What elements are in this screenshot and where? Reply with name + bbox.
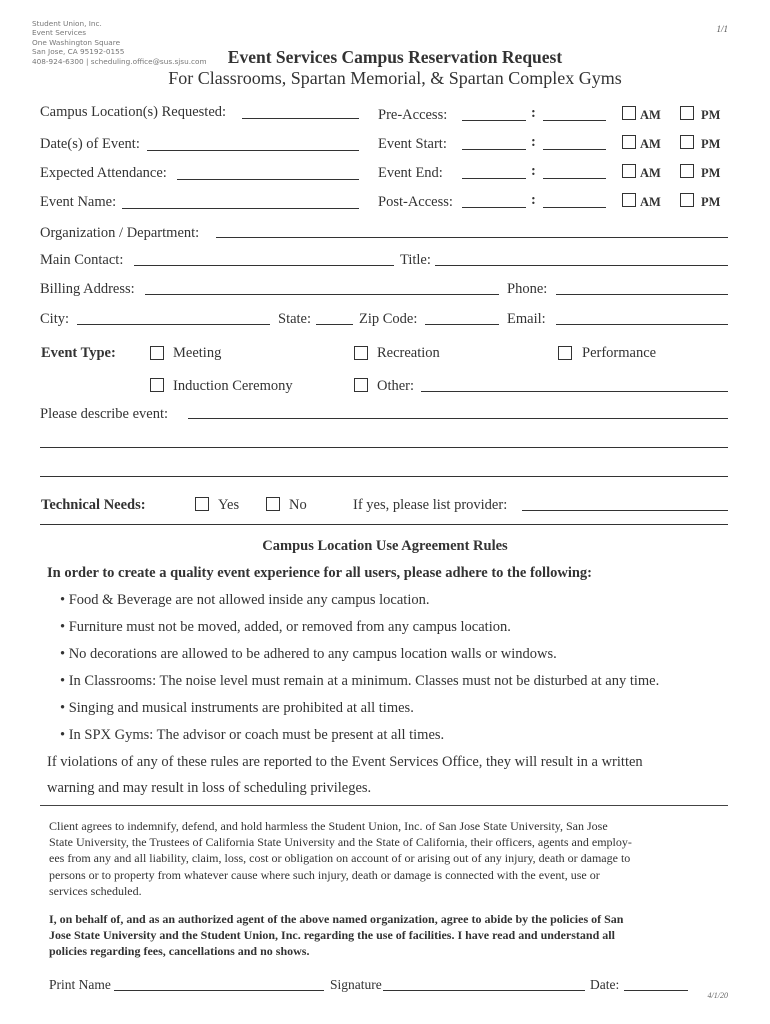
event-end-pm-checkbox[interactable] xyxy=(680,164,694,178)
state-field[interactable] xyxy=(316,324,353,325)
technical-needs-label: Technical Needs: xyxy=(41,497,146,513)
print-name-field[interactable] xyxy=(114,990,324,991)
bullet: • xyxy=(60,646,66,662)
am-label: AM xyxy=(640,166,661,180)
performance-checkbox[interactable] xyxy=(558,346,572,360)
city-label: City: xyxy=(40,311,70,327)
describe-field-line[interactable] xyxy=(40,476,728,477)
form-subtitle: For Classrooms, Spartan Memorial, & Spartan Complex Gyms xyxy=(168,68,622,88)
provider-label: If yes, please list provider: xyxy=(353,497,508,513)
time-colon: : xyxy=(531,105,536,121)
dates-field[interactable] xyxy=(147,150,359,151)
pre-access-label: Pre-Access: xyxy=(378,107,448,123)
dates-label: Date(s) of Event: xyxy=(40,136,140,152)
event-name-field[interactable] xyxy=(122,208,359,209)
address-line: Event Services xyxy=(32,28,86,38)
signature-field[interactable] xyxy=(383,990,585,991)
technical-no-label: No xyxy=(289,497,307,513)
event-start-hour-field[interactable] xyxy=(462,149,526,150)
city-field[interactable] xyxy=(77,324,270,325)
address-line: One Washington Square xyxy=(32,37,121,47)
date-field[interactable] xyxy=(624,990,688,991)
meeting-option: Meeting xyxy=(173,345,222,361)
recreation-option: Recreation xyxy=(377,345,440,361)
agreement-line: Jose State University and the Student Union, Inc. regarding the use of facilities. I have read and understand all xyxy=(49,928,615,943)
section-divider xyxy=(40,524,728,525)
rules-intro: In order to create a quality event experience for all users, please adhere to the following: xyxy=(47,565,593,581)
rule-item xyxy=(60,673,659,690)
email-field[interactable] xyxy=(556,324,728,325)
section-divider xyxy=(40,805,728,806)
phone-label: Phone: xyxy=(507,281,548,297)
other-option: Other: xyxy=(377,378,415,394)
date-label: Date: xyxy=(590,977,620,992)
rule-item xyxy=(60,646,557,663)
state-label: State: xyxy=(278,311,312,327)
rule-text: Furniture must not be moved, added, or removed from any campus location. xyxy=(68,619,511,635)
event-start-pm-checkbox[interactable] xyxy=(680,135,694,149)
attendance-label: Expected Attendance: xyxy=(40,165,167,181)
describe-field-line[interactable] xyxy=(40,447,728,448)
induction-ceremony-checkbox[interactable] xyxy=(150,378,164,392)
am-label: AM xyxy=(640,108,661,122)
bullet: • xyxy=(60,700,66,716)
rule-text: Food & Beverage are not allowed inside any campus location. xyxy=(68,592,430,608)
event-start-label: Event Start: xyxy=(378,136,447,152)
title-field[interactable] xyxy=(435,265,728,266)
form-title: Event Services Campus Reservation Request xyxy=(227,47,563,67)
event-end-hour-field[interactable] xyxy=(462,178,526,179)
signature-label: Signature xyxy=(330,977,382,992)
technical-yes-label: Yes xyxy=(218,497,240,513)
indemnity-line: persons or to property from whatever cause where such injury, death or damage is connected with the event, use or xyxy=(49,867,600,882)
pm-label: PM xyxy=(701,108,721,122)
campus-location-label: Campus Location(s) Requested: xyxy=(40,104,227,120)
rule-text: In Classrooms: The noise level must remain at a minimum. Classes must not be disturbed at any time. xyxy=(68,673,660,689)
describe-field[interactable] xyxy=(188,418,728,419)
agreement-line: policies regarding fees, cancellations and no shows. xyxy=(49,944,310,959)
time-colon: : xyxy=(531,134,536,150)
pre-access-am-checkbox[interactable] xyxy=(622,106,636,120)
pm-label: PM xyxy=(701,166,721,180)
bullet: • xyxy=(60,619,66,635)
time-colon: : xyxy=(531,192,536,208)
pre-access-pm-checkbox[interactable] xyxy=(680,106,694,120)
agreement-line: I, on behalf of, and as an authorized agent of the above named organization, agree to abide by the policies of San xyxy=(49,912,624,926)
event-start-am-checkbox[interactable] xyxy=(622,135,636,149)
indemnity-line: State University, the Trustees of California State University and the State of California, their officers, agents and employ- xyxy=(49,835,632,850)
campus-location-field[interactable] xyxy=(242,118,359,119)
organization-label: Organization / Department: xyxy=(40,225,200,241)
rule-item xyxy=(60,592,430,609)
event-start-minute-field[interactable] xyxy=(543,149,606,150)
bullet: • xyxy=(60,592,66,608)
other-checkbox[interactable] xyxy=(354,378,368,392)
am-label: AM xyxy=(640,195,661,209)
event-type-label: Event Type: xyxy=(41,345,116,361)
version-date: 4/1/20 xyxy=(707,991,728,1000)
email-label: Email: xyxy=(507,311,546,327)
page-number: 1/1 xyxy=(716,24,728,34)
technical-yes-checkbox[interactable] xyxy=(195,497,209,511)
attendance-field[interactable] xyxy=(177,179,359,180)
bullet: • xyxy=(60,673,66,689)
indemnity-line: ees from any and all liability, claim, loss, cost or obligation on account of or arising out of any injury, death or damage to xyxy=(49,851,631,866)
performance-option: Performance xyxy=(582,345,657,361)
rule-item xyxy=(60,727,444,744)
event-end-minute-field[interactable] xyxy=(543,178,606,179)
main-contact-label: Main Contact: xyxy=(40,252,124,268)
rule-item xyxy=(60,700,414,717)
indemnity-line: Client agrees to indemnify, defend, and hold harmless the Student Union, Inc. of San Jose State University, San Jose xyxy=(49,819,608,833)
post-access-hour-field[interactable] xyxy=(462,207,526,208)
violation-text: If violations of any of these rules are reported to the Event Services Office, they will result in a written xyxy=(47,754,643,770)
post-access-minute-field[interactable] xyxy=(543,207,606,208)
organization-field[interactable] xyxy=(216,237,728,238)
pre-access-minute-field[interactable] xyxy=(543,120,606,121)
billing-address-field[interactable] xyxy=(145,294,499,295)
technical-no-checkbox[interactable] xyxy=(266,497,280,511)
indemnity-line: services scheduled. xyxy=(49,883,142,898)
zip-label: Zip Code: xyxy=(359,311,418,327)
recreation-checkbox[interactable] xyxy=(354,346,368,360)
billing-address-label: Billing Address: xyxy=(40,281,135,297)
rule-text: In SPX Gyms: The advisor or coach must be present at all times. xyxy=(68,727,445,743)
pm-label: PM xyxy=(701,195,721,209)
rule-text: Singing and musical instruments are prohibited at all times. xyxy=(68,700,414,716)
am-label: AM xyxy=(640,137,661,151)
post-access-pm-checkbox[interactable] xyxy=(680,193,694,207)
meeting-checkbox[interactable] xyxy=(150,346,164,360)
other-field[interactable] xyxy=(421,391,728,392)
phone-field[interactable] xyxy=(556,294,728,295)
address-line: 408-924-6300 | scheduling.office@sus.sjsu.com xyxy=(32,56,207,66)
provider-field[interactable] xyxy=(522,510,728,511)
main-contact-field[interactable] xyxy=(134,265,394,266)
rule-text: No decorations are allowed to be adhered to any campus location walls or windows. xyxy=(68,646,557,662)
describe-label: Please describe event: xyxy=(40,406,169,422)
print-name-label: Print Name xyxy=(49,977,111,992)
event-end-label: Event End: xyxy=(378,165,443,181)
post-access-label: Post-Access: xyxy=(378,194,453,210)
event-name-label: Event Name: xyxy=(40,194,117,210)
rules-heading: Campus Location Use Agreement Rules xyxy=(262,538,508,554)
zip-field[interactable] xyxy=(425,324,499,325)
pm-label: PM xyxy=(701,137,721,151)
agreement-statement xyxy=(49,911,623,960)
pre-access-hour-field[interactable] xyxy=(462,120,526,121)
bullet: • xyxy=(60,727,66,743)
induction-ceremony-option: Induction Ceremony xyxy=(173,378,293,394)
rule-item xyxy=(60,619,511,636)
title-label: Title: xyxy=(400,252,431,268)
indemnity-clause xyxy=(49,818,632,899)
violation-text: warning and may result in loss of scheduling privileges. xyxy=(47,780,372,796)
address-line: Student Union, Inc. xyxy=(32,19,102,28)
time-colon: : xyxy=(531,163,536,179)
address-line: San Jose, CA 95192-0155 xyxy=(32,47,125,57)
post-access-am-checkbox[interactable] xyxy=(622,193,636,207)
event-end-am-checkbox[interactable] xyxy=(622,164,636,178)
